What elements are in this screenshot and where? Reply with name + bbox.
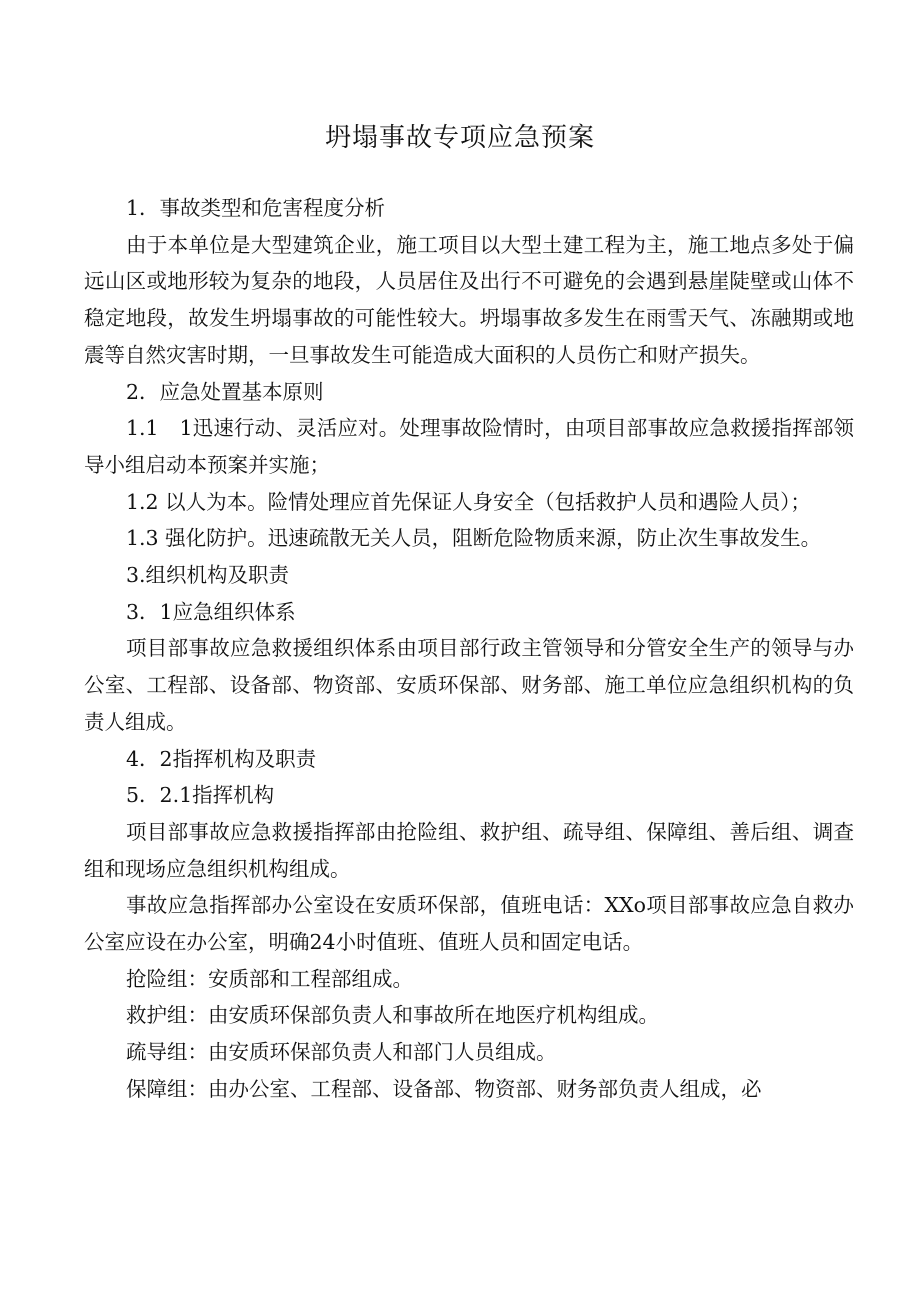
- paragraph: 保障组：由办公室、工程部、设备部、物资部、财务部负责人组成，必: [126, 1076, 762, 1101]
- section-heading: 3.组织机构及职责: [126, 563, 290, 588]
- section-heading: 5．2.1指挥机构: [126, 783, 275, 808]
- paragraph: 疏导组：由安质环保部负责人和部门人员组成。: [126, 1040, 557, 1065]
- paragraph: 1.1 1迅速行动、灵活应对。处理事故险情时，由项目部事故应急救援指挥部领导小组启动本预案并实施；: [84, 416, 854, 477]
- paragraph: 事故应急指挥部办公室设在安质环保部，值班电话：XXo项目部事故应急自救办公室应设在办公室，明确24小时值班、值班人员和固定电话。: [84, 893, 854, 955]
- paragraph: 1.3 强化防护。迅速疏散无关人员，阻断危险物质来源，防止次生事故发生。: [126, 526, 822, 551]
- section-heading: 3．1应急组织体系: [126, 599, 296, 624]
- section-heading: 2．应急处置基本原则: [126, 379, 324, 404]
- section-heading: 1．事故类型和危害程度分析: [126, 196, 386, 220]
- section-heading: 4．2指挥机构及职责: [126, 746, 317, 771]
- paragraph: 救护组：由安质环保部负责人和事故所在地医疗机构组成。: [126, 1003, 659, 1028]
- paragraph: 由于本单位是大型建筑企业，施工项目以大型土建工程为主，施工地点多处于偏远山区或地形较为复杂的地段，人员居住及出行不可避免的会遇到悬崖陡壁或山体不稳定地段，故发生坍塌事故的可能性较大。坍塌事故多发生在雨雪天气、冻融期或地震等自然灾害时期，一旦事故发生可能造成大面积的人员伤亡和财产损失。: [84, 232, 854, 367]
- document-body: [84, 190, 854, 1108]
- paragraph: 1.2 以人为本。险情处理应首先保证人身安全（包括救护人员和遇险人员）；: [126, 489, 811, 514]
- paragraph: 项目部事故应急救援组织体系由项目部行政主管领导和分管安全生产的领导与办公室、工程部、设备部、物资部、安质环保部、财务部、施工单位应急组织机构的负责人组成。: [84, 636, 854, 734]
- paragraph: 项目部事故应急救援指挥部由抢险组、救护组、疏导组、保障组、善后组、调查组和现场应急组织机构组成。: [84, 819, 854, 881]
- page-title: 坍塌事故专项应急预案: [324, 123, 595, 153]
- paragraph: 抢险组：安质部和工程部组成。: [126, 966, 413, 991]
